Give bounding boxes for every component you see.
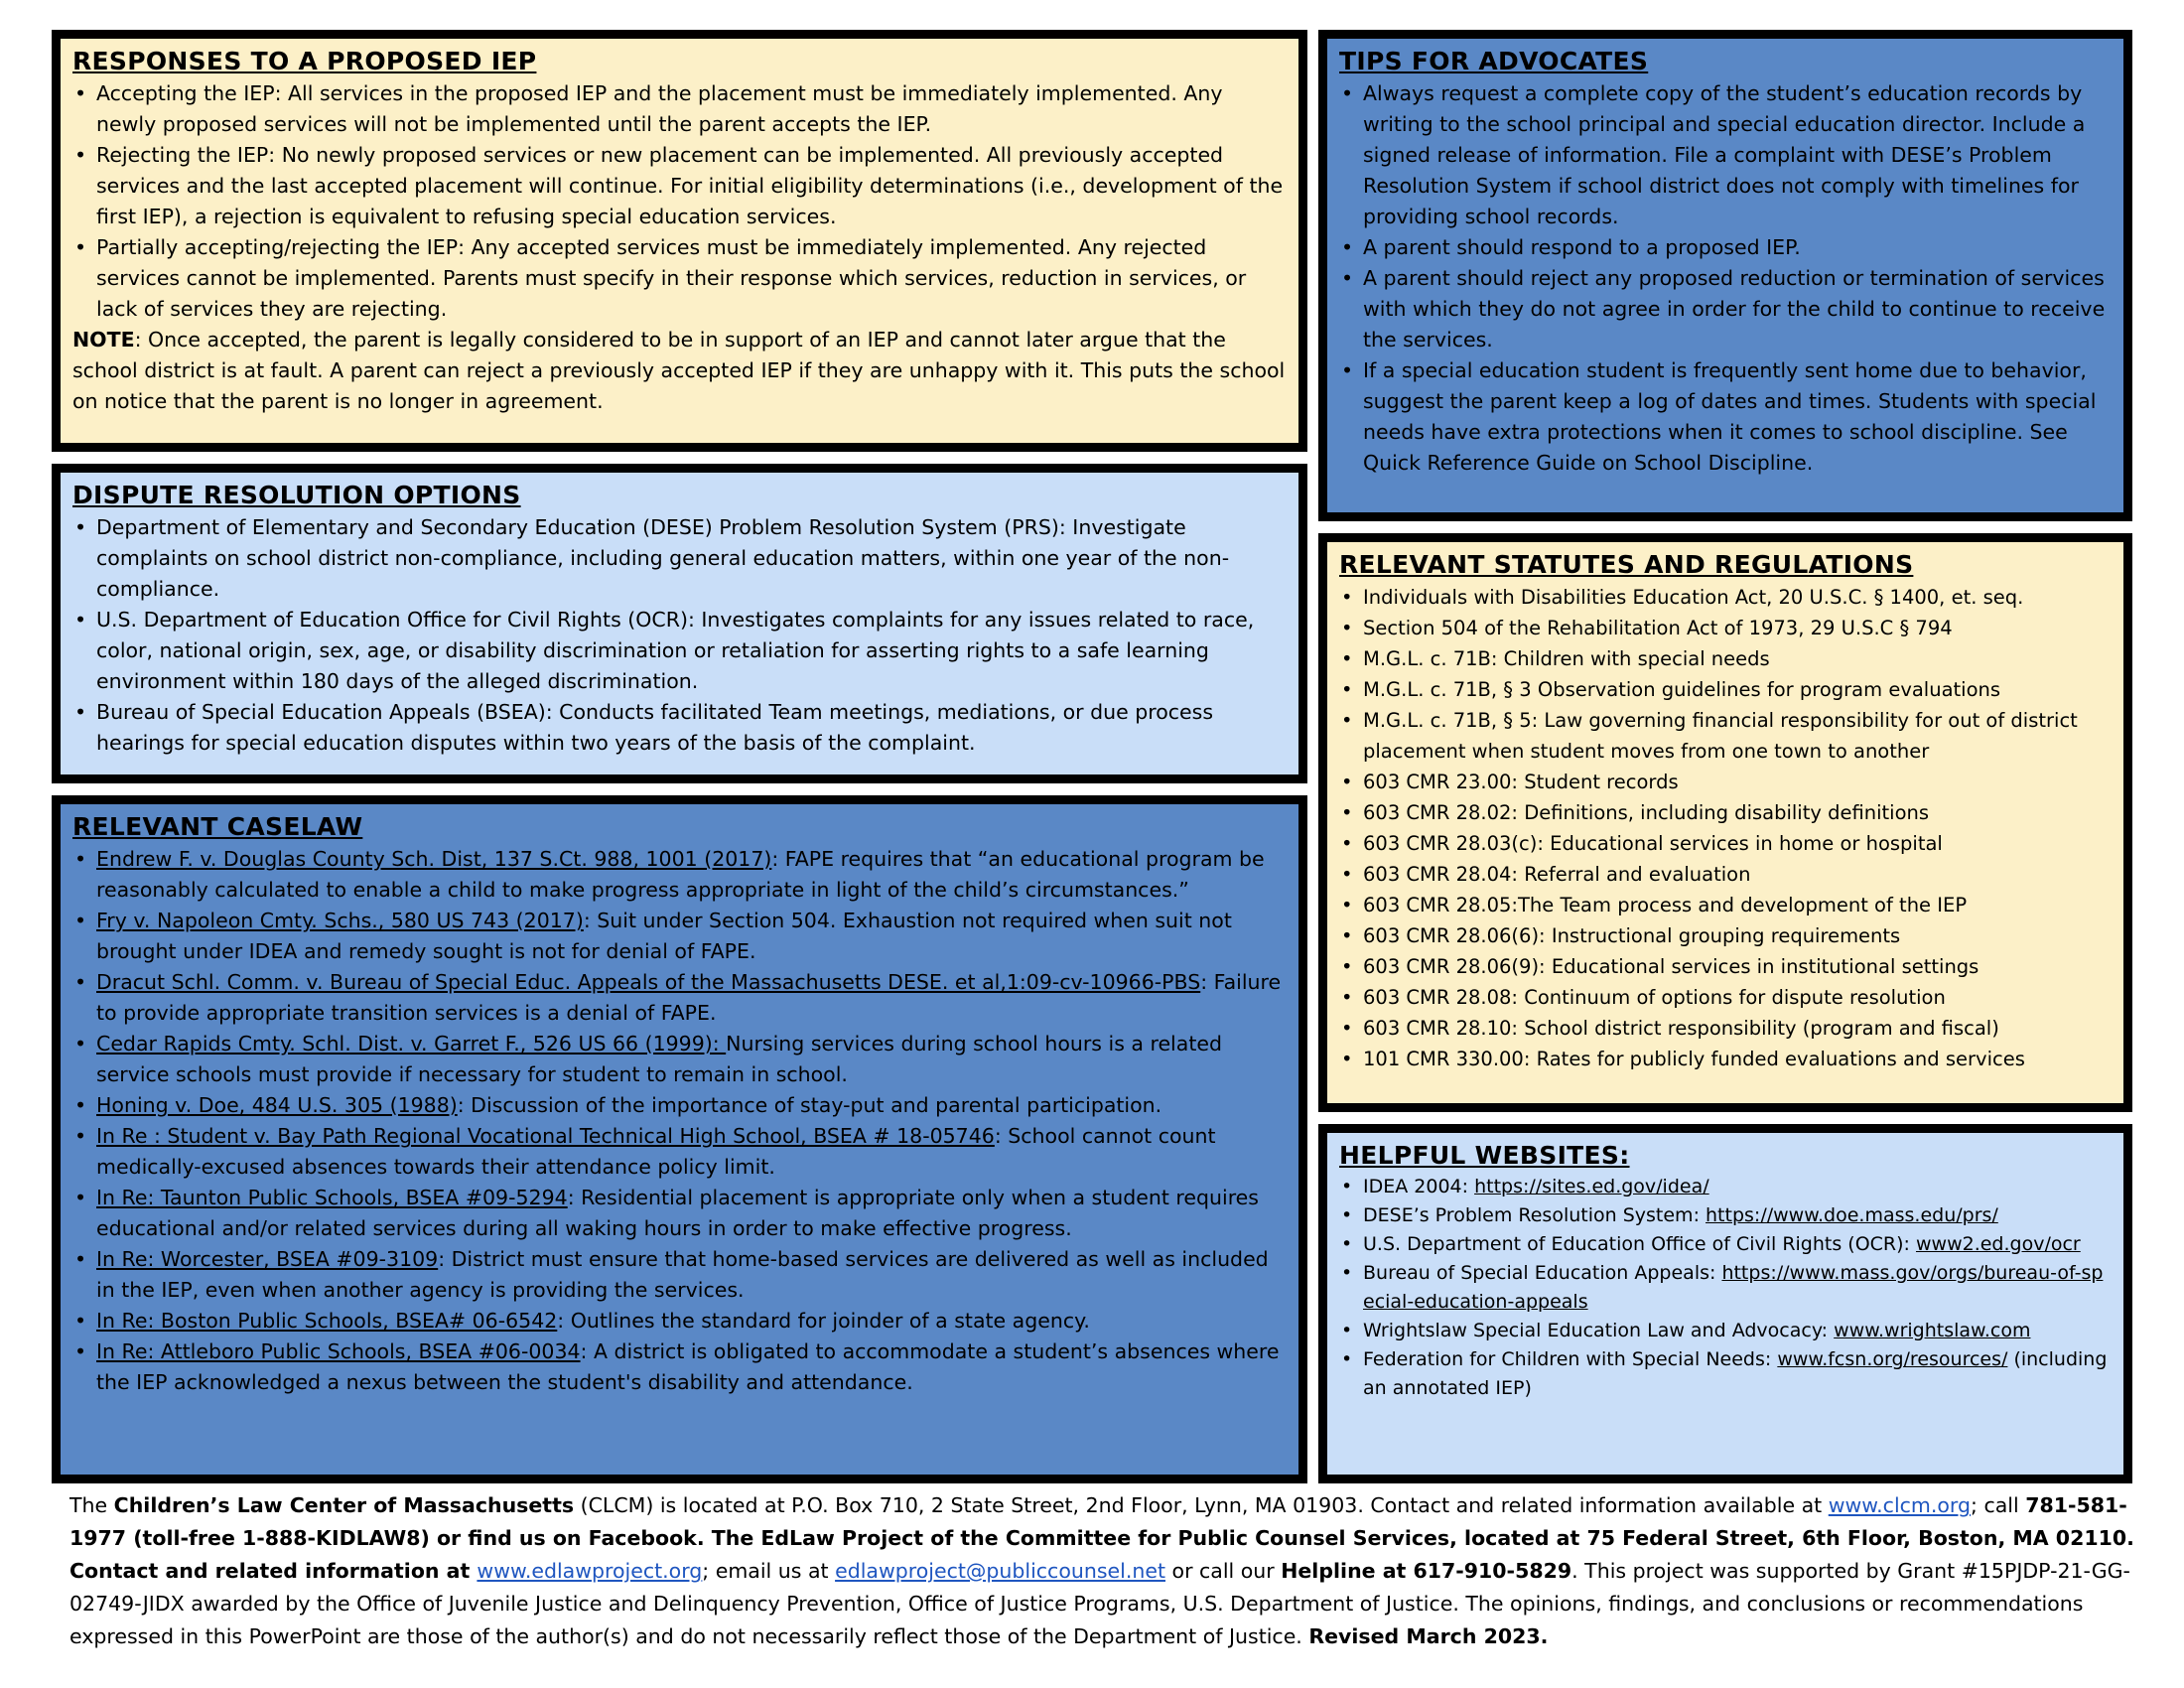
list-item: • 603 CMR 28.06(6): Instructional grouping requirements bbox=[1339, 920, 2114, 951]
tips-list bbox=[1339, 78, 2114, 479]
websites-title: HELPFUL WEBSITES: bbox=[1339, 1141, 1630, 1170]
tips-title: TIPS FOR ADVOCATES bbox=[1339, 47, 1649, 75]
clcm-name: Children’s Law Center of Massachusetts bbox=[113, 1493, 575, 1517]
responses-title: RESPONSES TO A PROPOSED IEP bbox=[72, 47, 537, 75]
caselaw-panel bbox=[52, 795, 1307, 1483]
list-item: • Accepting the IEP: All services in the proposed IEP and the placement must be immediately implemented. Any newly proposed services will not be implemented until the parent accepts the IEP. bbox=[72, 78, 1289, 140]
list-item: • Honing v. Doe, 484 U.S. 305 (1988): Discussion of the importance of stay-put and parental participation. bbox=[72, 1090, 1289, 1121]
statutes-title: RELEVANT STATUTES AND REGULATIONS bbox=[1339, 550, 1914, 579]
list-item: • In Re: Attleboro Public Schools, BSEA #06-0034: A district is obligated to accommodate a student’s absences where the IEP acknowledged a nexus between the student's disability and attendance. bbox=[72, 1336, 1289, 1398]
edlaw-link[interactable]: www.edlawproject.org bbox=[477, 1559, 703, 1583]
website-link[interactable]: www2.ed.gov/ocr bbox=[1915, 1233, 2081, 1255]
responses-note bbox=[72, 325, 1289, 417]
case-link[interactable]: In Re: Attleboro Public Schools, BSEA #06-0034 bbox=[96, 1339, 581, 1363]
websites-panel bbox=[1318, 1124, 2132, 1483]
website-link[interactable]: www.fcsn.org/resources/ bbox=[1777, 1348, 2008, 1370]
list-item: • Endrew F. v. Douglas County Sch. Dist, 137 S.Ct. 988, 1001 (2017): FAPE requires that “an educational program be reasonably calculated to enable a child to make progress appropriate in light of the child’s circumstances.” bbox=[72, 844, 1289, 906]
list-item: • Partially accepting/rejecting the IEP: Any accepted services must be immediately implemented. Any rejected services cannot be implemented. Parents must specify in their response which services, reduction in services, or lack of services they are rejecting. bbox=[72, 232, 1289, 325]
case-link[interactable]: In Re: Taunton Public Schools, BSEA #09-5294 bbox=[96, 1186, 568, 1209]
list-item: • M.G.L. c. 71B, § 3 Observation guidelines for program evaluations bbox=[1339, 674, 2114, 705]
dispute-lead: Department of Elementary and Secondary Education (DESE) Problem Resolution System (PRS): bbox=[96, 515, 1066, 539]
list-item: • Rejecting the IEP: No newly proposed services or new placement can be implemented. All previously accepted services and the last accepted placement will continue. For initial eligibility determinations (i.e., development of the first IEP), a rejection is equivalent to refusing special education services. bbox=[72, 140, 1289, 232]
list-item: • Federation for Children with Special Needs: www.fcsn.org/resources/ (including an annotated IEP) bbox=[1339, 1345, 2114, 1403]
list-item: • U.S. Department of Education Office of Civil Rights (OCR): www2.ed.gov/ocr bbox=[1339, 1230, 2114, 1259]
dispute-list bbox=[72, 512, 1289, 759]
case-link[interactable]: Dracut Schl. Comm. v. Bureau of Special Educ. Appeals of the Massachusetts DESE. et al,1:09-cv-10966-PBS bbox=[96, 970, 1201, 994]
statutes-list bbox=[1339, 582, 2114, 1074]
case-link[interactable]: In Re : Student v. Bay Path Regional Vocational Technical High School, BSEA # 18-05746 bbox=[96, 1124, 995, 1148]
revised-date: Revised March 2023. bbox=[1308, 1624, 1549, 1648]
list-item: • M.G.L. c. 71B, § 5: Law governing financial responsibility for out of district placement when student moves from one town to another bbox=[1339, 705, 2114, 767]
website-link[interactable]: https://www.mass.gov/orgs/bureau-of-special-education-appeals bbox=[1363, 1262, 2104, 1313]
case-link[interactable]: In Re: Worcester, BSEA #09-3109 bbox=[96, 1247, 439, 1271]
website-link[interactable]: https://sites.ed.gov/idea/ bbox=[1474, 1176, 1709, 1197]
list-item: • M.G.L. c. 71B: Children with special needs bbox=[1339, 643, 2114, 674]
case-link[interactable]: Cedar Rapids Cmty. Schl. Dist. v. Garret F., 526 US 66 (1999): bbox=[96, 1032, 727, 1055]
case-link[interactable]: In Re: Boston Public Schools, BSEA# 06-6542 bbox=[96, 1309, 558, 1333]
list-item: • Wrightslaw Special Education Law and Advocacy: www.wrightslaw.com bbox=[1339, 1317, 2114, 1345]
list-item: • 603 CMR 28.05:The Team process and development of the IEP bbox=[1339, 890, 2114, 920]
website-link[interactable]: https://www.doe.mass.edu/prs/ bbox=[1706, 1204, 1998, 1226]
list-item: • Section 504 of the Rehabilitation Act of 1973, 29 U.S.C § 794 bbox=[1339, 613, 2114, 643]
list-item: • A parent should respond to a proposed IEP. bbox=[1339, 232, 2114, 263]
list-item: • Department of Elementary and Secondary Education (DESE) Problem Resolution System (PRS): Investigate complaints on school district non-compliance, including general education matters, within one year of the non-compliance. bbox=[72, 512, 1289, 605]
note-label: NOTE bbox=[72, 328, 135, 352]
note-text: : Once accepted, the parent is legally considered to be in support of an IEP and cannot later argue that the school district is at fault. A parent can reject a previously accepted IEP if they are unhappy with it. This puts the school on notice that the parent is no longer in agreement. bbox=[72, 328, 1286, 413]
list-item: • 101 CMR 330.00: Rates for publicly funded evaluations and services bbox=[1339, 1044, 2114, 1074]
footer-text: The Children’s Law Center of Massachusetts (CLCM) is located at P.O. Box 710, 2 State Street, 2nd Floor, Lynn, MA 01903. Contact and related information available at www.clcm.org; call 781-581-1977 (toll-free 1-888-KIDLAW8) or find us on Facebook. The EdLaw Project of the Committee for Public Counsel Services, located at 75 Federal Street, 6th Floor, Boston, MA 02110. Contact and related information at www.edlawproject.org; email us at edlawproject@publiccounsel.net or call our Helpline at 617-910-5829. This project was supported by Grant #15PJDP-21-GG-02749-JIDX awarded by the Office of Juvenile Justice and Delinquency Prevention, Office of Justice Programs, U.S. Department of Justice. The opinions, findings, and conclusions or recommendations expressed in this PowerPoint are those of the author(s) and do not necessarily reflect those of the Department of Justice. Revised March 2023. bbox=[69, 1493, 2134, 1648]
list-item: • 603 CMR 28.08: Continuum of options for dispute resolution bbox=[1339, 982, 2114, 1013]
list-item: • In Re : Student v. Bay Path Regional Vocational Technical High School, BSEA # 18-05746: School cannot count medically-excused absences towards their attendance policy limit. bbox=[72, 1121, 1289, 1183]
dispute-title: DISPUTE RESOLUTION OPTIONS bbox=[72, 481, 521, 509]
list-item: • In Re: Boston Public Schools, BSEA# 06-6542: Outlines the standard for joinder of a state agency. bbox=[72, 1306, 1289, 1336]
caselaw-list bbox=[72, 844, 1289, 1398]
statutes-panel bbox=[1318, 533, 2132, 1112]
list-item: • Cedar Rapids Cmty. Schl. Dist. v. Garret F., 526 US 66 (1999): Nursing services during school hours is a related service schools must provide if necessary for student to remain in school. bbox=[72, 1029, 1289, 1090]
tips-panel bbox=[1318, 30, 2132, 521]
case-link[interactable]: Honing v. Doe, 484 U.S. 305 (1988) bbox=[96, 1093, 458, 1117]
list-item: • 603 CMR 28.10: School district responsibility (program and fiscal) bbox=[1339, 1013, 2114, 1044]
list-item: • Bureau of Special Education Appeals (BSEA): Conducts facilitated Team meetings, mediations, or due process hearings for special education disputes within two years of the basis of the complaint. bbox=[72, 697, 1289, 759]
websites-list bbox=[1339, 1173, 2114, 1403]
list-item: • 603 CMR 28.06(9): Educational services in institutional settings bbox=[1339, 951, 2114, 982]
list-item: • 603 CMR 28.03(c): Educational services in home or hospital bbox=[1339, 828, 2114, 859]
list-item: • DESE’s Problem Resolution System: https://www.doe.mass.edu/prs/ bbox=[1339, 1201, 2114, 1230]
case-link[interactable]: Fry v. Napoleon Cmty. Schs., 580 US 743 (2017) bbox=[96, 909, 584, 932]
dispute-panel bbox=[52, 464, 1307, 783]
website-link[interactable]: www.wrightslaw.com bbox=[1834, 1320, 2031, 1341]
list-item: • If a special education student is frequently sent home due to behavior, suggest the parent keep a log of dates and times. Students with special needs have extra protections when it comes to school discipline. See Quick Reference Guide on School Discipline. bbox=[1339, 355, 2114, 479]
list-item: • Bureau of Special Education Appeals: https://www.mass.gov/orgs/bureau-of-special-education-appeals bbox=[1339, 1259, 2114, 1317]
list-item: • Individuals with Disabilities Education Act, 20 U.S.C. § 1400, et. seq. bbox=[1339, 582, 2114, 613]
clcm-link[interactable]: www.clcm.org bbox=[1828, 1493, 1972, 1517]
list-item: • A parent should reject any proposed reduction or termination of services with which they do not agree in order for the child to continue to receive the services. bbox=[1339, 263, 2114, 355]
list-item: • Dracut Schl. Comm. v. Bureau of Special Educ. Appeals of the Massachusetts DESE. et al,1:09-cv-10966-PBS: Failure to provide appropriate transition services is a denial of FAPE. bbox=[72, 967, 1289, 1029]
list-item: • 603 CMR 28.04: Referral and evaluation bbox=[1339, 859, 2114, 890]
list-item: • In Re: Taunton Public Schools, BSEA #09-5294: Residential placement is appropriate only when a student requires educational and/or related services during all waking hours in order to make effective progress. bbox=[72, 1183, 1289, 1244]
list-item: • U.S. Department of Education Office for Civil Rights (OCR): Investigates complaints for any issues related to race, color, national origin, sex, age, or disability discrimination or retaliation for asserting rights to a safe learning environment within 180 days of the alleged discrimination. bbox=[72, 605, 1289, 697]
case-link[interactable]: Endrew F. v. Douglas County Sch. Dist, 137 S.Ct. 988, 1001 (2017) bbox=[96, 847, 772, 871]
caselaw-title: RELEVANT CASELAW bbox=[72, 812, 363, 841]
email-link[interactable]: edlawproject@publiccounsel.net bbox=[835, 1559, 1166, 1583]
contact-bold: 781-581-1977 (toll-free 1-888-KIDLAW8) or find us on Facebook. The EdLaw Project of the Committee for Public Counsel Services, located at 75 Federal Street, 6th Floor, Boston, MA 02110. Contact and related information at bbox=[69, 1493, 2134, 1583]
list-item: • Fry v. Napoleon Cmty. Schs., 580 US 743 (2017): Suit under Section 504. Exhaustion not required when suit not brought under IDEA and remedy sought is not for denial of FAPE. bbox=[72, 906, 1289, 967]
helpline: Helpline at 617-910-5829 bbox=[1281, 1559, 1572, 1583]
responses-panel bbox=[52, 30, 1307, 452]
list-item: • Always request a complete copy of the student’s education records by writing to the school principal and special education director. Include a signed release of information. File a complaint with DESE’s Problem Resolution System if school district does not comply with timelines for providing school records. bbox=[1339, 78, 2114, 232]
list-item: • 603 CMR 23.00: Student records bbox=[1339, 767, 2114, 797]
list-item: • IDEA 2004: https://sites.ed.gov/idea/ bbox=[1339, 1173, 2114, 1201]
responses-list bbox=[72, 78, 1289, 325]
list-item: • 603 CMR 28.02: Definitions, including disability definitions bbox=[1339, 797, 2114, 828]
list-item: • In Re: Worcester, BSEA #09-3109: District must ensure that home-based services are delivered as well as included in the IEP, even when another agency is providing the services. bbox=[72, 1244, 1289, 1306]
